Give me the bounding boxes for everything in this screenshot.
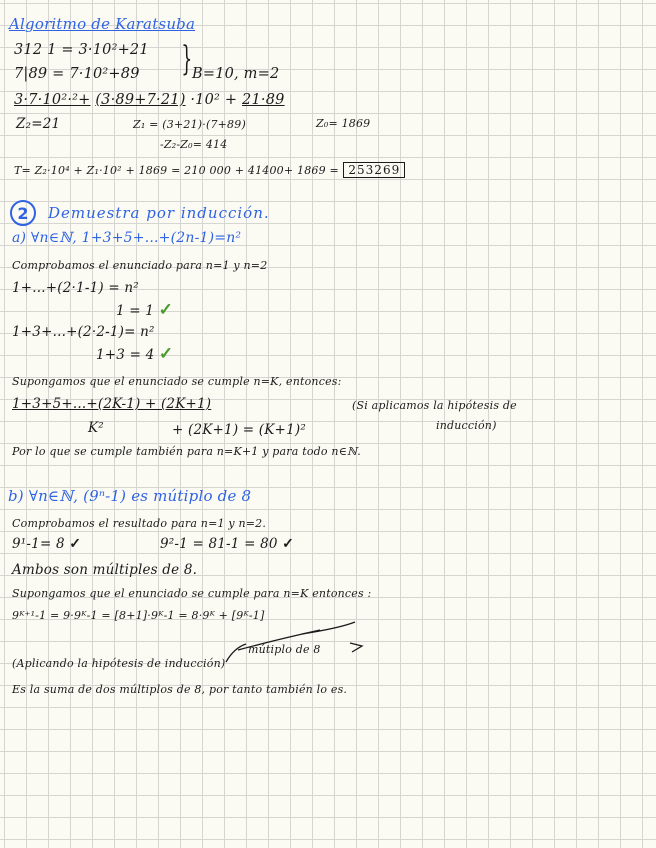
karatsuba-title: Algoritmo de Karatsuba [9, 15, 196, 33]
applying-hypothesis: (Aplicando la hipótesis de inducción) [12, 657, 226, 670]
z1-subtraction: -Z₂-Z₀= 414 [160, 138, 228, 151]
z0-value: Z₀= 1869 [316, 117, 371, 130]
b-eq2-text: 9²-1 = 81-1 = 80 [160, 536, 278, 552]
induction-note: inducción) [436, 419, 497, 432]
check-mark-icon: ✓ [158, 300, 174, 320]
check-mark-icon: ✓ [158, 344, 174, 364]
arrow-to-multiple [238, 630, 320, 650]
n2-equation: 1+3+...+(2·2-1)= n² [12, 324, 155, 340]
n1-result-text: 1 = 1 [116, 303, 155, 319]
total-lhs: T= Z₂·10⁴ + Z₁·10² + 1869 = 210 000 + 41400+ 1869 = [14, 164, 339, 177]
suppose-k: Supongamos que el enunciado se cumple n=K, entonces: [12, 375, 342, 388]
expr-a: 3·7·10²·²+ [14, 92, 91, 108]
z2-value: Z₂=21 [16, 116, 61, 132]
part-b-title: b) ∀n∈ℕ, (9ⁿ-1) es mútiplo de 8 [8, 487, 252, 505]
b-check: Comprobamos el resultado para n=1 y n=2. [12, 517, 267, 530]
total-result-box: 253269 [343, 162, 405, 178]
z1-formula: Z₁ = (3+21)·(7+89) [133, 118, 246, 131]
b-eq1-text: 9¹-1= 8 [12, 536, 65, 552]
decomposition-1: 312 1 = 3·10²+21 [14, 42, 149, 58]
brace-symbol: } [181, 39, 193, 79]
b-expansion: 9ᴷ⁺¹-1 = 9·9ᴷ-1 = [8+1]·9ᴷ-1 = 8·9ᴷ + [9ᴷ-1] [12, 609, 265, 622]
hypothesis-note: (Si aplicamos la hipótesis de [352, 399, 517, 412]
expr-b: (3·89+7·21) [95, 92, 186, 108]
both-multiples: Ambos son múltiples de 8. [12, 562, 198, 578]
n1-equation: 1+...+(2·1-1) = n² [12, 280, 139, 296]
k-squared: K² [88, 420, 104, 436]
final-statement: Es la suma de dos múltiplos de 8, por tanto también lo es. [12, 683, 348, 696]
decomposition-2: 7|89 = 7·10²+89 [14, 66, 140, 82]
section-2-heading: Demuestra por inducción. [48, 204, 270, 222]
n2-result-text: 1+3 = 4 [96, 347, 155, 363]
conclusion-a: Por lo que se cumple también para n=K+1 y para todo n∈ℕ. [12, 445, 362, 458]
sum-underlined: 1+3+5+...+(2K-1) + (2K+1) [12, 396, 212, 412]
arrow-to-hypothesis [226, 644, 246, 662]
part-a-title: a) ∀n∈ℕ, 1+3+5+...+(2n-1)=n² [12, 230, 242, 246]
k-plus-one-squared: + (2K+1) = (K+1)² [172, 422, 306, 438]
expr-c: ·10² + [190, 92, 238, 108]
check-mark-icon: ✓ [282, 536, 295, 552]
check-intro: Comprobamos el enunciado para n=1 y n=2 [12, 259, 268, 272]
expr-d: 21·89 [242, 92, 285, 108]
suppose-b: Supongamos que el enunciado se cumple para n=K entonces : [12, 587, 372, 600]
check-mark-icon: ✓ [69, 536, 82, 552]
base-params: B=10, m=2 [192, 66, 280, 82]
arrowhead [350, 643, 362, 652]
section-2-badge: 2 [10, 200, 36, 226]
multiple-of-8-label: mútiplo de 8 [248, 643, 321, 656]
